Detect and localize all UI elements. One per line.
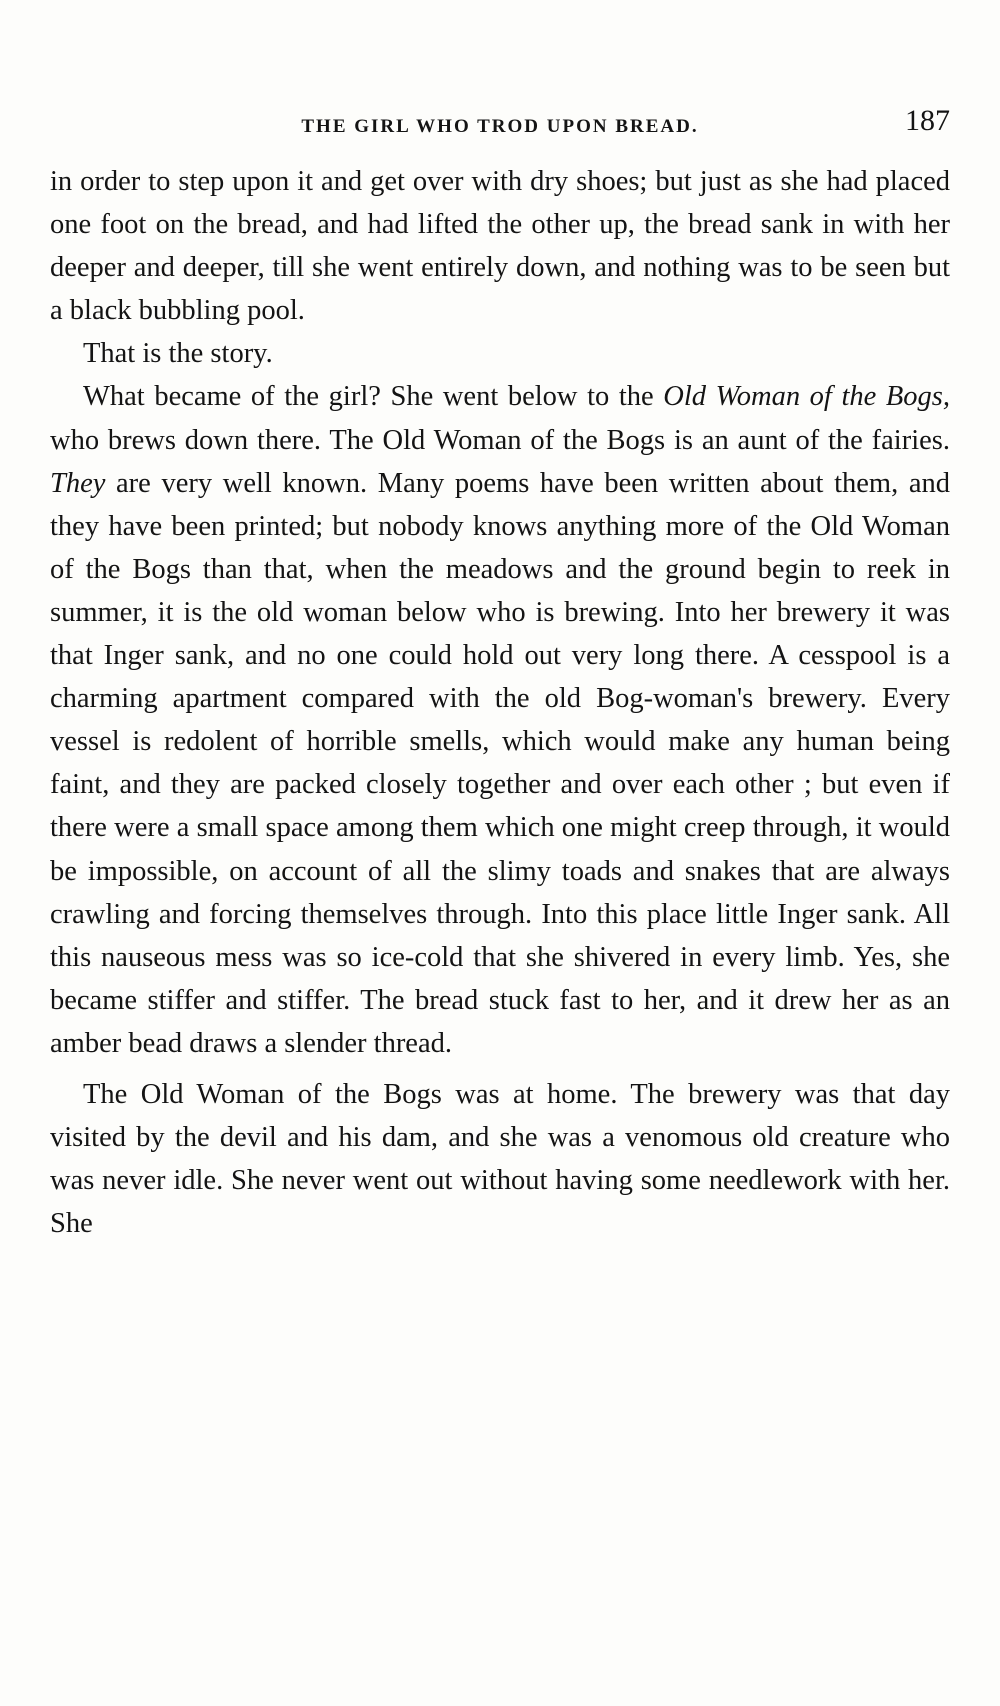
paragraph-3-text-c: who brews down there. The Old Woman of the Bogs is an aunt of the fairies. <box>50 424 950 456</box>
running-title: THE GIRL WHO TROD UPON BREAD. <box>301 116 699 137</box>
body-text <box>50 160 950 1245</box>
paragraph-3 <box>50 375 950 1065</box>
paragraph-4: The Old Woman of the Bogs was at home. The brewery was that day visited by the devil and his dam, and she was a venomous old creature who was never idle. She never went out without having some needlework with her. She <box>50 1078 950 1240</box>
page-number: 187 <box>905 104 950 137</box>
paragraph-3-text-e: are very well known. Many poems have been written about them, and they have been printed; but nobody knows anything more of the Old Woman of the Bogs than that, when the meadows and the ground begin to reek in summer, it is the old woman below who is brewing. Into her brewery it was that Inger sank, and no one could hold out very long there. A cesspool is a charming apartment compared with the old Bog-woman's brewery. Every vessel is redolent of horrible smells, which would make any human being faint, and they are packed closely together and over each other ; but even if there were a small space among them which one might creep through, it would be impossible, on account of all the slimy toads and snakes that are always crawling and forcing themselves through. Into this place little Inger sank. All this nauseous mess was so ice-cold that she shivered in every limb. Yes, she became stiffer and stiffer. The bread stuck fast to her, and it drew her as an amber bead draws a slender thread. <box>50 467 950 1059</box>
paragraph-2: That is the story. <box>83 338 273 370</box>
paragraph-3-text-a: What became of the girl? She went below to the <box>83 381 664 413</box>
running-header <box>50 104 950 144</box>
paragraph-3-italic-they: They <box>50 467 106 499</box>
paragraph-1: in order to step upon it and get over with dry shoes; but just as she had placed one foot on the bread, and had lifted the other up, the bread sank in with her deeper and deeper, till she went entirely down, and nothing was to be seen but a black bubbling pool. <box>50 166 950 327</box>
paragraph-3-italic-old-woman: Old Woman of the Bogs, <box>663 381 950 413</box>
